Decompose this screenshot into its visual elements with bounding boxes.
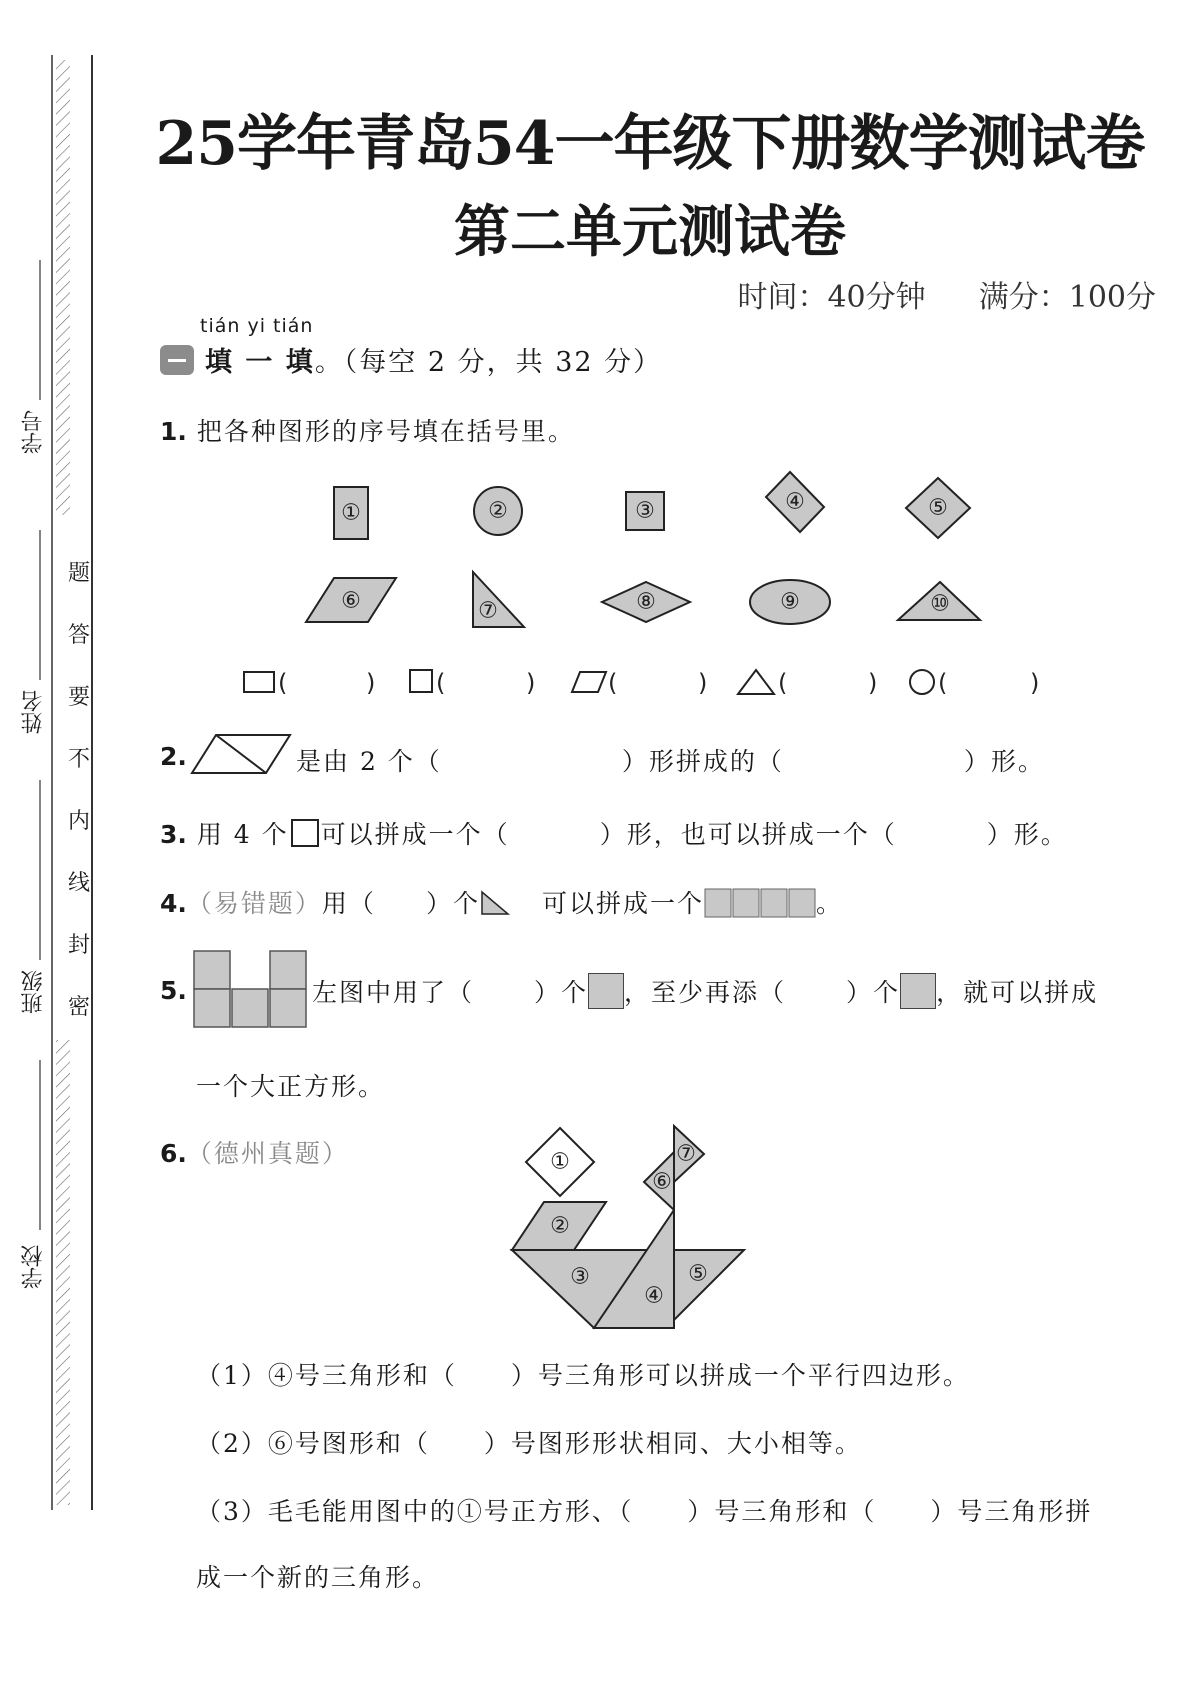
svg-text:(: ( [436,669,446,697]
question-1 [160,412,575,448]
svg-text:): ) [526,669,536,697]
tangram-label: ⑤ [688,1261,708,1287]
shape-label: ⑥ [341,588,361,614]
seal-char: 密 [68,995,91,1020]
svg-text:(: ( [608,669,618,697]
q4-text-b: ）个 [425,889,480,918]
section-number-badge [160,345,194,375]
question-2-text [296,742,1045,778]
section-title [205,340,662,379]
q1-shapes [0,470,1190,720]
four-square-strip-icon [704,888,816,918]
square-icon [291,819,319,847]
question-4 [160,884,843,920]
q5-text-e: ，就可以拼成 [936,978,1099,1007]
svg-text:(: ( [938,669,948,697]
q3-text-c: ）形，也可以拼成一个（ [599,820,897,849]
q3-text-b: 可以拼成一个（ [320,820,510,849]
question-text: 把各种图形的序号填在括号里。 [196,417,575,446]
square-icon [410,670,432,692]
shape-label: ③ [635,498,655,524]
shape-label: ④ [785,489,805,515]
q2-parallelogram-split-icon [192,733,292,777]
q4-text-a: 用（ [321,889,376,918]
shape-label: ⑨ [780,589,800,615]
exam-meta [737,272,1156,316]
seal-char: 题 [68,561,91,586]
tangram-label: ⑦ [676,1141,696,1167]
q5-text-c: ，至少再添（ [624,978,787,1007]
shape-label: ⑩ [930,591,950,617]
q5-text-b: ）个 [534,978,589,1007]
seal-char: 线 [68,871,91,896]
tangram-label: ① [550,1149,570,1175]
svg-text:(: ( [778,669,788,697]
svg-text:): ) [868,669,878,697]
rectangle-icon [244,672,274,692]
svg-text:(: ( [278,669,288,697]
question-5-text [312,973,1098,1009]
circle-icon [910,670,934,694]
page-subtitle: 第二单元测试卷 [454,199,846,265]
q5-text-f: 一个大正方形。 [196,1072,386,1101]
section-pinyin: tián yi tián [200,315,314,337]
binding-margin [0,0,110,1682]
q6-sub-1: （1）④号三角形和（ ）号三角形可以拼成一个平行四边形。 [196,1361,970,1390]
svg-text:): ) [366,669,376,697]
svg-text:): ) [698,669,708,697]
seal-char: 答 [68,623,91,648]
section-title-text: 填 一 填 [205,347,315,378]
q5-square-arrangement [193,950,309,1030]
shape-label: ⑤ [928,495,948,521]
tangram-label: ④ [644,1283,664,1309]
exam-full-score: 满分：100分 [978,280,1156,315]
question-number: 6. [160,1139,187,1168]
tangram-label: ⑥ [652,1169,672,1195]
page-title: 25学年青岛54一年级下册数学测试卷 [155,109,1145,179]
gray-square-icon [588,973,624,1009]
question-tag: （易错题） [186,889,322,918]
field-school: 学校 [21,1245,46,1289]
question-number: 3. [160,820,187,849]
field-class: 班级 [21,970,46,1014]
gray-square-icon [900,973,936,1009]
q6-sub-3a: （3）毛毛能用图中的①号正方形、（ ）号三角形和（ ）号三角形拼 [196,1497,1093,1526]
seal-char: 内 [68,809,91,834]
field-student-number: 学号 [21,410,46,454]
q2-text-b: ）形拼成的（ [621,747,784,776]
shape-label: ① [341,500,361,526]
field-name: 姓名 [21,690,46,734]
q2-text-a: 是由 2 个（ [296,747,442,776]
question-3 [160,815,1068,851]
shape-label: ⑦ [478,598,498,624]
shape-label: ⑧ [636,589,656,615]
question-6 [160,1134,349,1170]
exam-time: 时间：40分钟 [737,280,926,315]
question-number: 4. [160,889,187,918]
question-number: 1. [160,417,187,446]
q5-text-a: 左图中用了（ [312,978,475,1007]
q6-sub-3b: 成一个新的三角形。 [196,1563,440,1592]
q6-tangram-swan [508,1122,768,1332]
svg-text:): ) [1030,669,1040,697]
shape-label: ② [488,498,508,524]
triangle-icon [738,670,774,694]
seal-char: 封 [68,933,91,958]
question-number: 5. [160,976,187,1005]
q2-text-c: ）形。 [963,747,1045,776]
margin-lines [0,0,110,1682]
seal-char: 不 [68,747,91,772]
question-number: 2. [160,742,187,771]
tangram-label: ③ [570,1264,590,1290]
section-points: 。（每空 2 分，共 32 分） [314,347,663,378]
parallelogram-icon [572,672,606,692]
q4-text-c: 可以拼成一个 [541,889,704,918]
q3-text-d: ）形。 [986,820,1068,849]
right-triangle-icon [480,890,510,916]
answer-row [244,669,1039,697]
tangram-piece-5 [674,1250,744,1320]
question-tag: （德州真题） [186,1139,349,1168]
seal-char: 要 [68,685,91,710]
q4-text-d: 。 [815,889,843,918]
q5-text-d: ）个 [846,978,901,1007]
tangram-label: ② [550,1213,570,1239]
q3-text-a: 用 4 个 [196,820,289,849]
q6-sub-2: （2）⑥号图形和（ ）号图形形状相同、大小相等。 [196,1429,862,1458]
